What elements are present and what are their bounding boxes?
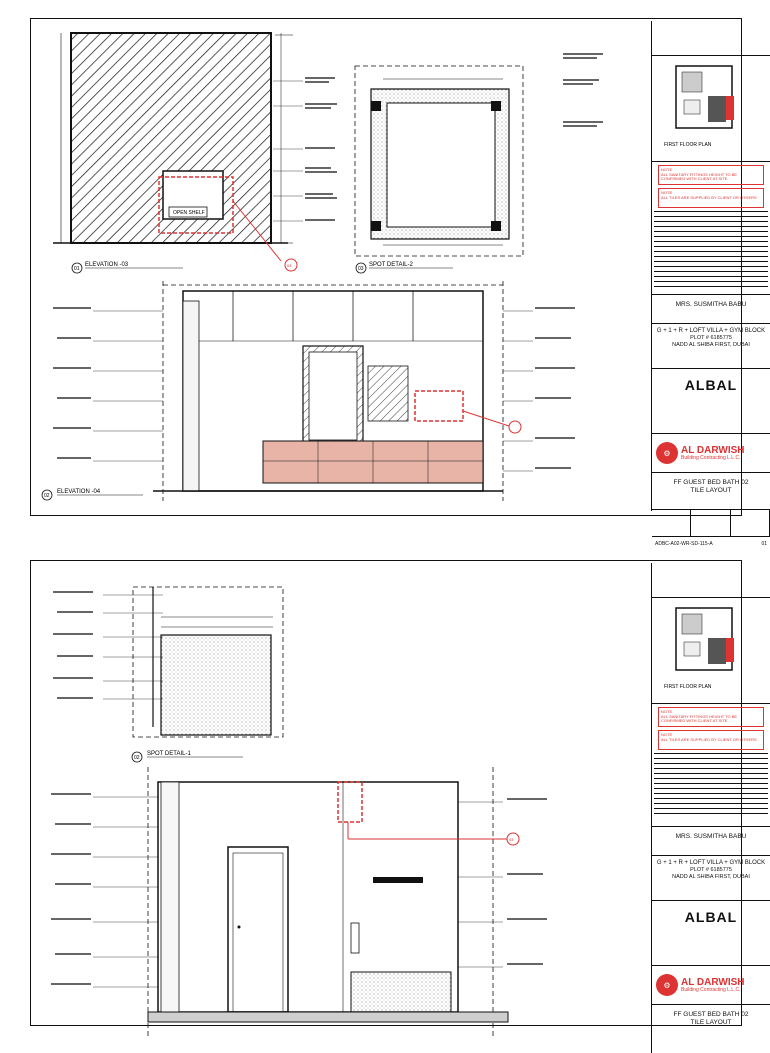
project-info xyxy=(652,323,770,368)
drawing-number: 02 xyxy=(134,755,140,761)
note-title: NOTE xyxy=(661,190,673,195)
general-notes xyxy=(652,563,770,598)
drawing-area xyxy=(33,21,621,509)
owner-name: MRS. SUSMITHA BABU xyxy=(652,294,770,323)
key-plan-drawing xyxy=(652,56,768,156)
project-name: G + 1 + R + LOFT VILLA + GYM BLOCK xyxy=(656,860,766,866)
note-title: NOTE xyxy=(661,709,673,714)
owner-name: MRS. SUSMITHA BABU xyxy=(652,826,770,855)
title-block xyxy=(651,563,770,1053)
drawing-code-row xyxy=(652,536,770,551)
drawing-code: ADBC-A02-WR-SD-115-A xyxy=(655,541,713,547)
elevation-03 xyxy=(53,33,337,273)
drawing-title-line-2: TILE LAYOUT xyxy=(690,487,732,494)
drawing-sheet-1 xyxy=(30,18,767,547)
key-plan-drawing xyxy=(652,598,768,698)
project-name: G + 1 + R + LOFT VILLA + GYM BLOCK xyxy=(656,328,766,334)
note-text: ALL SANITARY FITTINGS HEIGHT TO BE CONFIRMED WITH CLIENT AT SITE xyxy=(661,713,738,723)
albal-logo: ALBAL xyxy=(684,909,738,925)
revision-table xyxy=(654,753,768,824)
drawing-number: 02 xyxy=(44,493,50,499)
contractor-subtitle: Building Contracting L.L.C. xyxy=(681,454,741,461)
elevation-05 xyxy=(51,767,547,1037)
callout-tag-sheet-2: 03 xyxy=(509,837,514,842)
open-shelf-label: OPEN SHELF xyxy=(173,210,205,216)
key-plan-label: FIRST FLOOR PLAN xyxy=(664,142,712,148)
drawing-label-spot-detail-1: SPOT DETAIL-1 xyxy=(147,751,191,757)
key-plan xyxy=(652,598,770,704)
contractor-name: AL DARWISH xyxy=(681,444,745,456)
contractor-name: AL DARWISH xyxy=(681,976,745,988)
drawing-title-line-1: FF GUEST BED BATH 02 xyxy=(673,1011,749,1018)
note-text: ALL TILES ARE SUPPLIED BY CLIENT OR OTHERS xyxy=(661,736,757,742)
note-text: ALL SANITARY FITTINGS HEIGHT TO BE CONFIRMED WITH CLIENT AT SITE xyxy=(661,171,738,181)
spot-detail-1 xyxy=(53,587,283,762)
revision-table xyxy=(654,211,768,292)
title-block xyxy=(651,21,770,547)
note-box xyxy=(658,707,764,727)
plot-number: PLOT # 6185775 xyxy=(690,335,732,341)
drawing-label-elevation-04: ELEVATION -04 xyxy=(57,489,101,495)
contractor-logo-icon: ⚙ xyxy=(656,974,678,996)
contractor-subtitle: Building Contracting L.L.C. xyxy=(681,986,741,993)
consultant-logo xyxy=(652,368,770,433)
sheet-number: 01 xyxy=(761,541,767,547)
project-info xyxy=(652,855,770,900)
drawing-label-elevation-03: ELEVATION -03 xyxy=(85,262,129,268)
key-plan xyxy=(652,56,770,162)
general-notes xyxy=(652,21,770,56)
drawing-number: 01 xyxy=(74,266,80,272)
note-title: NOTE xyxy=(661,167,673,172)
drawing-title xyxy=(652,1004,770,1041)
drawing-label-spot-detail-2: SPOT DETAIL-2 xyxy=(369,262,413,268)
note-title: NOTE xyxy=(661,732,673,737)
elevation-04 xyxy=(42,281,575,501)
drawing-title-line-1: FF GUEST BED BATH 02 xyxy=(673,479,749,486)
contractor-block xyxy=(652,965,770,1004)
plot-number: PLOT # 6185775 xyxy=(690,867,732,873)
contractor-block xyxy=(652,433,770,472)
drawing-number: 03 xyxy=(358,266,364,272)
project-location: NADD AL SHIBA FIRST, DUBAI xyxy=(672,874,750,880)
note-box xyxy=(658,165,764,185)
note-text: ALL TILES ARE SUPPLIED BY CLIENT OR OTHERS xyxy=(661,194,757,200)
spot-detail-2 xyxy=(355,53,603,273)
drawing-sheet-2 xyxy=(30,560,766,1026)
drawing-meta xyxy=(652,509,770,536)
albal-logo: ALBAL xyxy=(684,377,738,393)
project-location: NADD AL SHIBA FIRST, DUBAI xyxy=(672,342,750,348)
callout-tag-sheet-1: 04 xyxy=(287,263,292,268)
note-box xyxy=(658,730,764,750)
consultant-logo xyxy=(652,900,770,965)
drawing-title-line-2: TILE LAYOUT xyxy=(690,1019,732,1026)
key-plan-label: FIRST FLOOR PLAN xyxy=(664,684,712,690)
drawing-area xyxy=(33,563,621,1051)
drawing-title xyxy=(652,472,770,509)
note-box xyxy=(658,188,764,208)
contractor-logo-icon: ⚙ xyxy=(656,442,678,464)
